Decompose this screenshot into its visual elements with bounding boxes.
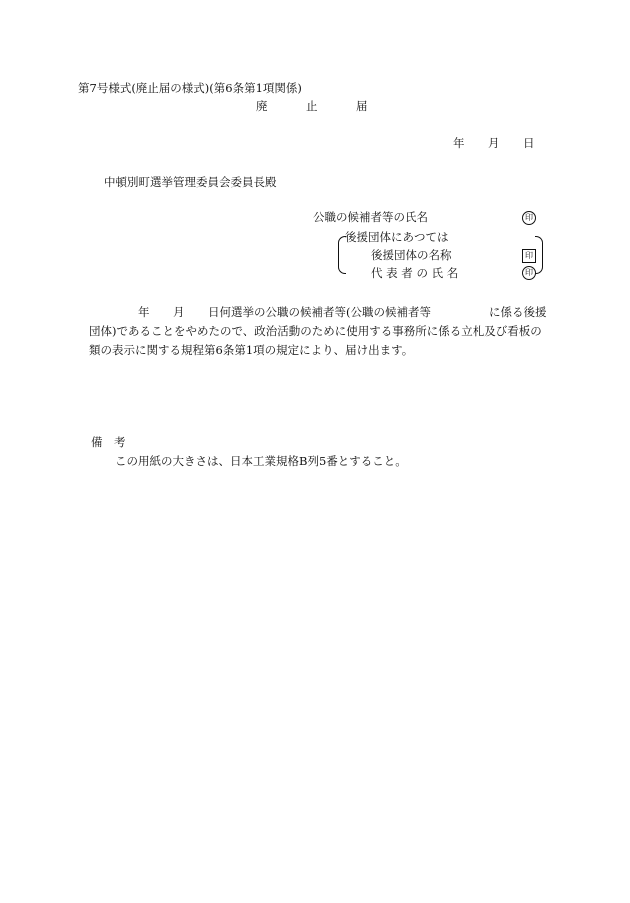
remarks-heading: 備 考 bbox=[91, 435, 126, 449]
remarks-note: この用紙の大きさは、日本工業規格B列5番とすること。 bbox=[115, 454, 407, 468]
support-group-note: 後援団体にあつては bbox=[345, 230, 449, 244]
body-line3: 類の表示に関する規程第6条第1項の規定により、届け出ます。 bbox=[89, 343, 414, 357]
document-title-char-3: 届 bbox=[356, 99, 368, 113]
representative-name-label: 代 表 者 の 氏 名 bbox=[371, 266, 459, 280]
form-number-title: 第7号様式(廃止届の様式)(第6条第1項関係) bbox=[78, 81, 302, 95]
seal-mark-candidate: 印 bbox=[522, 211, 536, 225]
date-month: 月 bbox=[488, 136, 500, 150]
seal-mark-group: 印 bbox=[522, 249, 536, 263]
addressee: 中頓別町選挙管理委員会委員長殿 bbox=[104, 175, 277, 189]
date-year: 年 bbox=[453, 136, 465, 150]
body-line1-text: 日何選挙の公職の候補者等(公職の候補者等 bbox=[208, 305, 431, 319]
body-month: 月 bbox=[173, 305, 185, 319]
body-line1-tail: に係る後援 bbox=[489, 305, 547, 319]
candidate-name-label: 公職の候補者等の氏名 bbox=[313, 210, 428, 224]
document-title-char-1: 廃 bbox=[256, 99, 268, 113]
seal-mark-representative: 印 bbox=[522, 266, 536, 280]
date-day: 日 bbox=[523, 136, 535, 150]
right-bracket bbox=[535, 236, 543, 274]
body-line2: 団体)であることをやめたので、政治活動のために使用する事務所に係る立札及び看板の bbox=[89, 324, 542, 338]
body-year: 年 bbox=[138, 305, 150, 319]
document-title-char-2: 止 bbox=[306, 99, 318, 113]
group-name-label: 後援団体の名称 bbox=[371, 248, 452, 262]
